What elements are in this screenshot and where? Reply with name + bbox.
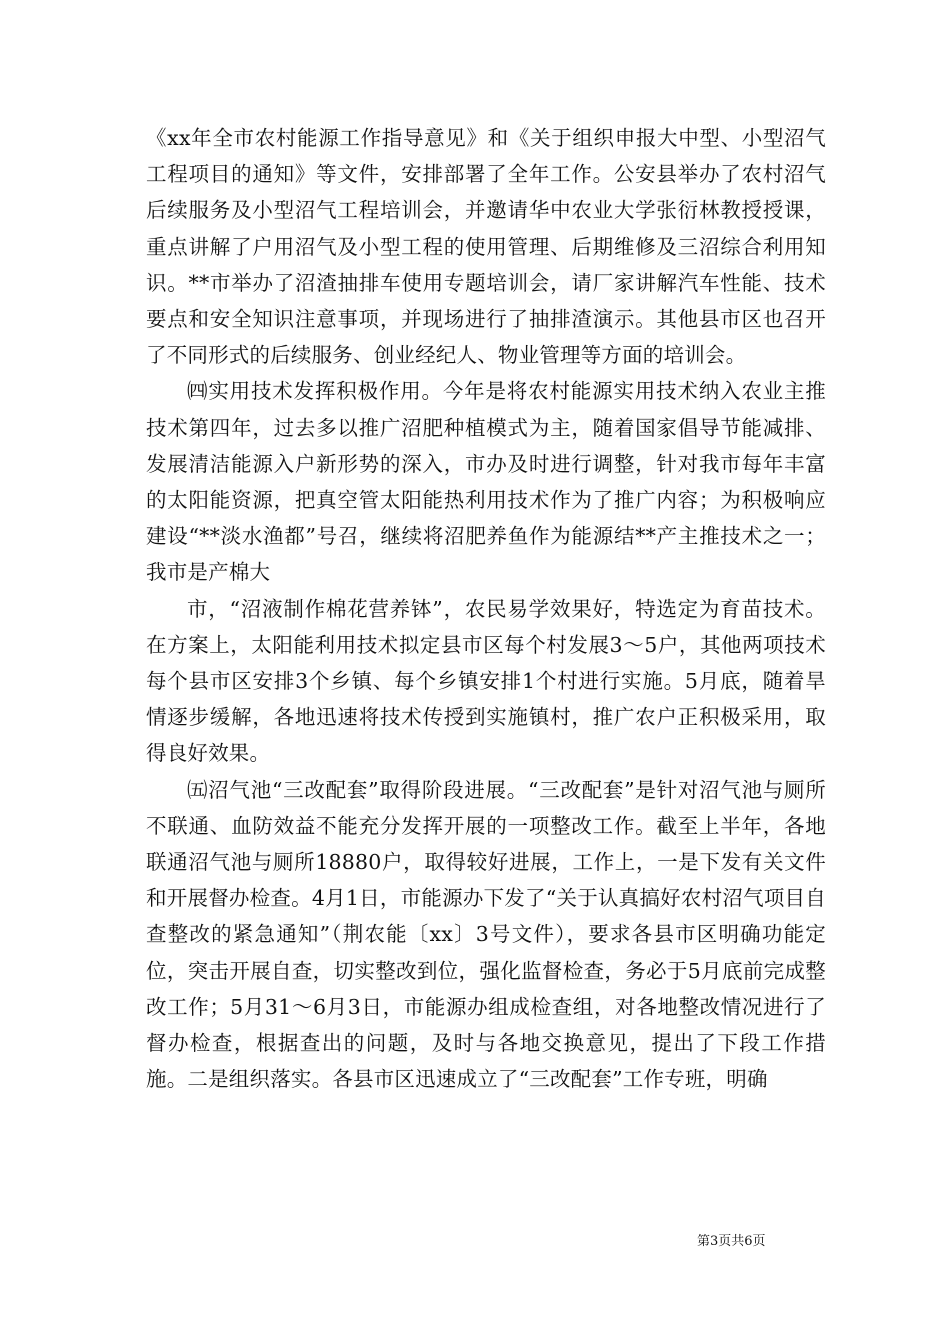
paragraph-technology-continuation: 市，“沼液制作棉花营养钵”，农民易学效果好，特选定为育苗技术。在方案上，太阳能利用技术拟定县市区每个村发展3～5户，其他两项技术每个县市区安排3个乡镇、每个乡镇安排1个村进行实施。5月底，随着旱情逐步缓解，各地迅速将技术传授到实施镇村，推广农户正积极采用，取得良好效果。 bbox=[146, 596, 826, 766]
paragraph-practical-technology: ㈣实用技术发挥积极作用。今年是将农村能源实用技术纳入农业主推技术第四年，过去多以推广沼肥种植模式为主，随着国家倡导节能减排、发展清洁能源入户新形势的深入，市办及时进行调整，针对我市每年丰富的太阳能资源，把真空管太阳能热利用技术作为了推广内容；为积极响应建设“**淡水渔都”号召，继续将沼肥养鱼作为能源结**产主推技术之一；我市是产棉大 bbox=[146, 379, 826, 585]
paragraph-training: 《xx年全市农村能源工作指导意见》和《关于组织申报大中型、小型沼气工程项目的通知》等文件，安排部署了全年工作。公安县举办了农村沼气后续服务及小型沼气工程培训会，并邀请华中农业大学张衍林教授授课，重点讲解了户用沼气及小型工程的使用管理、后期维修及三沼综合利用知识。**市举办了沼渣抽排车使用专题培训会，请厂家讲解汽车性能、技术要点和安全知识注意事项，并现场进行了抽排渣演示。其他县市区也召开了不同形式的后续服务、创业经纪人、物业管理等方面的培训会。 bbox=[146, 126, 826, 368]
document-body bbox=[146, 120, 826, 1097]
page-number: 第3页共6页 bbox=[697, 1234, 766, 1249]
paragraph-three-reforms: ㈤沼气池“三改配套”取得阶段进展。“三改配套”是针对沼气池与厕所不联通、血防效益不能充分发挥开展的一项整改工作。截至上半年，各地联通沼气池与厕所18880户，取得较好进展，工作上，一是下发有关文件和开展督办检查。4月1日，市能源办下发了“关于认真搞好农村沼气项目自查整改的紧急通知”（荆农能〔xx〕3号文件），要求各县市区明确功能定位，突击开展自查，切实整改到位，强化监督检查，务必于5月底前完成整改工作；5月31～6月3日，市能源办组成检查组，对各地整改情况进行了督办检查，根据查出的问题，及时与各地交换意见，提出了下段工作措施。二是组织落实。各县市区迅速成立了“三改配套”工作专班，明确 bbox=[146, 777, 826, 1092]
